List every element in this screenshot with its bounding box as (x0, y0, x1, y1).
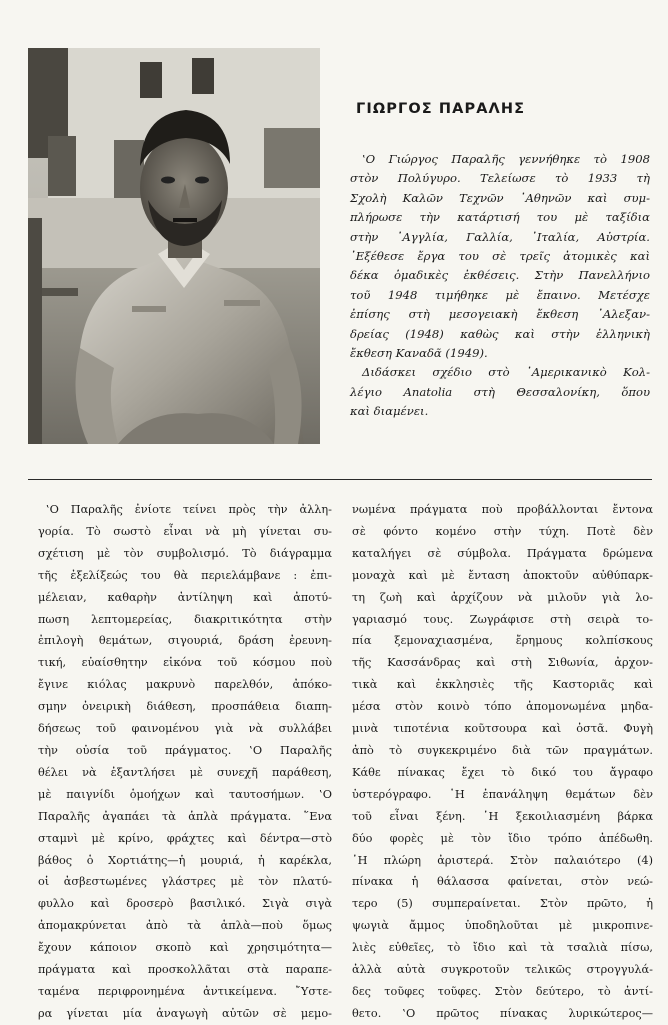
article-line: μινὰ τιποτένια κοῦτσουρα καὶ ὀστᾶ. Φυγὴ (352, 722, 653, 736)
article-line: τερο (5) συμπεραίνεται. Στὸν πρῶτο, ἡ (352, 897, 653, 911)
article-line: πία ξεμοναχιασμένα, ἔρημους κολπίσκους (352, 634, 653, 648)
article-line: ταμένα περιφρονημένα ἀντικείμενα. ῎Υστε- (38, 984, 332, 998)
article-line: πίνακα ἡ θάλασσα φαίνεται, στὸν νεώ- (352, 875, 653, 889)
article-line: ἀπὸ τὸ συγκεκριμένο διὰ τῶν πραγμάτων. (352, 743, 653, 757)
bio-line: λέγιο Anatolia στὴ Θεσσαλονίκη, ὅπου (350, 384, 650, 399)
bio-line: Σχολὴ Καλῶν Τεχνῶν ᾿Αθηνῶν καὶ συμ- (350, 190, 650, 205)
article-line: οἱ ἀσβεστωμένες γλάστρες μὲ τὸν πλατύ- (38, 875, 332, 889)
article-line: βάθος ὁ Χορτιάτης—ἡ μουριά, ἡ καρέκλα, (38, 853, 332, 867)
bio-line: ‛Ο Γιώργος Παραλῆς γεννήθηκε τὸ 1908 (362, 152, 650, 166)
article-line: τὴν οὐσία τοῦ πράγματος. ‛Ο Παραλῆς (38, 743, 332, 757)
article-line: δήσεως τοῦ φαινομένου γιὰ νὰ συλλάβει (38, 722, 332, 736)
article-line: φυλλο καὶ δροσερὸ βασιλικό. Σιγὰ σιγὰ (38, 897, 332, 911)
article-line: ἔχουν κάποιον σκοπὸ καὶ χρησιμότητα— (38, 941, 332, 955)
article-line: τικὰ καὶ ἐκκλησιὲς τῆς Καστοριᾶς καὶ (352, 678, 653, 692)
article-line: γαριασμό τους. Ζωγράφισε στὴ σειρὰ το- (352, 612, 653, 626)
bio-line: καὶ διαμένει. (350, 404, 429, 419)
article-line: ἐπιλογὴ θεμάτων, σιγουριά, δράση ἐρευνη- (38, 634, 332, 648)
article-line: ψωγιὰ ἄμμος ὑποδηλοῦται μὲ μικροπινε- (352, 919, 653, 933)
article-line: ἔγινε κιόλας μακρυνὸ παρελθόν, ἀπόκο- (38, 678, 332, 692)
portrait-photo-image (28, 48, 320, 444)
article-line: γορία. Τὸ σωστὸ εἶναι νὰ μὴ γίνεται συ- (38, 524, 332, 538)
article-line: ἀλλὰ αὐτὰ συγκροτοῦν τελικῶς στρογγυλά- (352, 963, 653, 977)
article-line: Κάθε πίνακας ἔχει τὸ δικό του ἄγραφο (352, 765, 653, 779)
article-line: ‛Ο Παραλῆς ἐνίοτε τείνει πρὸς τὴν ἀλλη- (46, 503, 332, 516)
article-line: τῆς ἐξελίξεώς του θὰ περιελάμβανε : ἐπι- (38, 568, 332, 582)
bio-line: ἔκθεση Καναδᾶ (1949). (350, 346, 488, 361)
artist-name-heading: ΓΙΩΡΓΟΣ ΠΑΡΑΛΗΣ (356, 101, 526, 117)
article-line: νωμένα πράγματα ποὺ προβάλλονται ἔντονα (352, 503, 653, 516)
article-line: σμην ὀνειρικὴ διάθεση, προσπάθεια διαπη- (38, 700, 332, 714)
article-line: τη ζωὴ καὶ ἀρχίζουν νὰ μιλοῦν γιὰ λο- (352, 590, 653, 604)
article-line: Παραλῆς ἀγαπάει τὰ ἁπλὰ πράγματα. ῞Ενα (38, 809, 332, 823)
article-line: μοναχὰ καὶ μὲ ἔνταση ἀποκτοῦν αὐθύπαρκ- (352, 568, 653, 582)
article-line: σχέτιση μὲ τὸν συμβολισμό. Τὸ διάγραμμα (38, 546, 332, 560)
bio-line: στὴν ᾿Αγγλία, Γαλλία, ᾿Ιταλία, Αὐστρία. (350, 229, 650, 244)
article-line: μέλειαν, καθαρὴν ἀντίληψη καὶ ἀποτύ- (38, 590, 332, 604)
article-line: μὲ παιγνίδι ὁμοήχων καὶ ταυτοσήμων. ‛Ο (38, 787, 332, 801)
bio-line: ᾿Εξέθεσε ἔργα του σὲ τρεῖς ἀτομικὲς καὶ (350, 249, 650, 264)
bio-line: δέκα ὁμαδικὲς ἐκθέσεις. Στὴν Πανελλήνιο (350, 268, 650, 283)
bio-line: Διδάσκει σχέδιο στὸ ᾿Αμερικανικὸ Κολ- (362, 365, 650, 380)
article-line: λιὲς εὐθεῖες, τὸ ἴδιο καὶ τὰ τσαλιὰ πίσω, (352, 941, 653, 955)
article-line: καταλήγει σὲ σύμβολα. Πράγματα δρώμενα (352, 546, 653, 560)
section-divider (28, 479, 652, 480)
article-line: πωση λεπτομερείας, διακριτικότητα στὴν (38, 612, 332, 626)
article-line: μέσα στὸν κοινὸ τόπο ἀπομονωμένα μηδα- (352, 700, 653, 714)
article-line: τοῦ εἶναι ξένη. ῾Η ξεκοιλιασμένη βάρκα (352, 809, 653, 823)
article-line: πράγματα καὶ προσκολλᾶται στὰ παραπε- (38, 963, 332, 977)
article-line: δύο φορὲς μὲ τὸν ἴδιο τρόπο ἀπέδωθη. (352, 831, 653, 845)
article-line: ἀπομακρύνεται ἀπὸ τὰ ἁπλὰ—ποὺ ὅμως (38, 919, 332, 933)
article-column-right (352, 499, 653, 1025)
article-line: σταμνὶ μὲ κρίνο, φράχτες καὶ δέντρα—στὸ (38, 831, 332, 845)
article-line: σὲ φόντο κομένο στὴν τύχη. Ποτὲ δὲν (352, 524, 653, 538)
bio-line: τοῦ 1948 τιμήθηκε μὲ ἔπαινο. Μετέσχε (350, 287, 650, 302)
bio-line: δρείας (1948) καθὼς καὶ στὴν ἑλληνικὴ (350, 326, 650, 341)
article-line: δες τοῦφες τοῦφες. Στὸν δεύτερο, τὸ ἀντί- (352, 984, 653, 998)
article-line: ῾Η πλώρη ἀριστερά. Στὸν παλαιότερο (4) (352, 853, 653, 867)
portrait-photo (28, 48, 320, 444)
article-line: τική, εὐαίσθητην εἰκόνα τοῦ κόσμου ποὺ (38, 656, 332, 670)
article-line: ὑστερόγραφο. ῾Η ἐπανάληψη θεμάτων δὲν (352, 787, 653, 801)
article-line: θετο. ‛Ο πρῶτος πίνακας λυρικώτερος— (352, 1006, 653, 1020)
bio-line: στὸν Πολύγυρο. Τελείωσε τὸ 1933 τὴ (350, 171, 650, 186)
article-line: θέλει νὰ ἐξαντλήσει μὲ συνεχῆ παράθεση, (38, 765, 332, 779)
bio-line: ἐπίσης στὴ μεσογειακὴ ἔκθεση ᾿Αλεξαν- (350, 307, 650, 322)
article-column-left (38, 499, 332, 1025)
article-line: ρα γίνεται μία ἀναγωγὴ αὐτῶν σὲ μεμο- (38, 1006, 332, 1020)
article-line: τῆς Κασσάνδρας καὶ στὴ Σιθωνία, ἀρχον- (352, 656, 653, 670)
biography-text (350, 150, 650, 422)
bio-line: πλήρωσε τὴν κατάρτισή του μὲ ταξίδια (350, 210, 650, 225)
